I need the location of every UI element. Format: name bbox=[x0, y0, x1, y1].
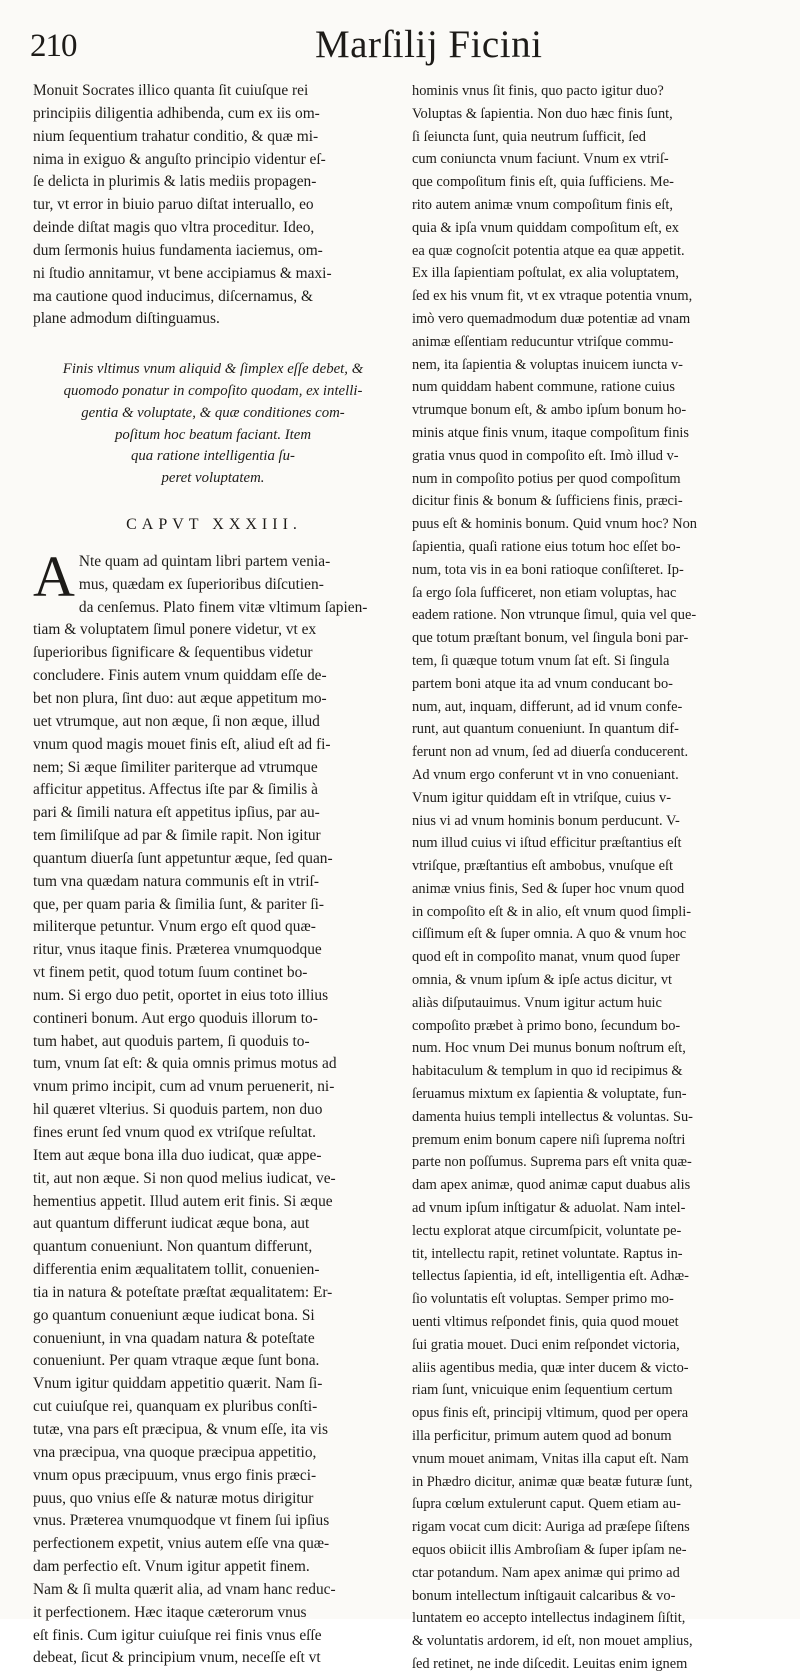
right-column-text: hominis vnus ſit finis, quo pacto igitur duo? Voluptas & ſapientia. Non duo hæc finis ſunt, ſi ſeiuncta ſunt, quia neutrum ſufficit, ſed cum coniuncta vnum faciunt. Vnum ex vtriſ- que compoſitum finis eſt, quia ſufficiens. Me- rito autem animæ vnum compoſitum finis eſt, quia & ipſa vnum quiddam compoſitum eſt, ex ea quæ cognoſcit potentia atque ea quæ appetit. Ex illa ſapientiam poſtulat, ex alia voluptatem, ſed ex his vnum fit, vt ex vtraque potentia vnum, imò vero quemadmodum duæ potentiæ ad vnam animæ eſſentiam reducuntur vtriſque commu- nem, ita ſapientia & voluptas inuicem iuncta v- num quiddam habent commune, ratione cuius vtrumque bonum eſt, & ambo ipſum bonum ho- minis atque finis vnum, itaque compoſitum finis gratia vnus quod in compoſito eſt. Imò illud v- num in compoſito potius per quod compoſitum dicitur finis & bonum & ſufficiens finis, præci- puus eſt & hominis bonum. Quid vnum hoc? Non ſapientia, quaſi ratione eius totum hoc eſſet bo- num, tota vis in ea boni ratioque conſiſteret. Ip- ſa ergo ſola ſufficeret, non etiam voluptas, hac eadem ratione. Non vtrunque ſimul, quia vel que- que totum præſtant bonum, vel ſingula boni par- tem, ſi quæque totum vnum ſat eſt. Si ſingula partem boni atque ita ad vnum conducant bo- num, aut, inquam, differunt, ad id vnum confe- runt, aut quantum conueniunt. In quantum dif- ferunt non ad vnum, ſed ad diuerſa conducerent. Ad vnum ergo conferunt vt in vno conueniant. Vnum igitur quiddam eſt in vtriſque, cuius v- nius vi ad vnum hominis bonum perducunt. V- num illud cuius vi iſtud efficitur præſtantius eſt vtriſque, præſtantius eſt ambobus, vnuſque eſt animæ vnius finis, Sed & ſuper hoc vnum quod in compoſito eſt & in alio, eſt vnum quod ſimpli- ciſſimum eſt & ſuper omnia. A quo & vnum hoc quod eſt in compoſito manat, vnum quod ſuper omnia, & vnum ipſum & ipſe actus dicitur, vt aliàs diſputauimus. Vnum igitur actum huic compoſito præbet à primo bono, ſecundum bo- num. Hoc vnum Dei munus bonum noſtrum eſt, habitaculum & templum in quo id recipimus & ſeruamus mixtum ex ſapientia & voluptate, fun- damenta huius templi intellectus & voluntas. Su- premum enim bonum capere niſi ſuprema noſtri parte non poſſumus. Suprema pars eſt vnita quæ- dam apex animæ, quod animæ caput duabus alis ad vnum ipſum inſtigatur & aduolat. Nam intel- lectu explorat atque circumſpicit, voluntate pe- tit, intellectu rapit, retinet voluntate. Raptus in- tellectus ſapientia, id eſt, intelligentia eſt. Adhæ- ſio voluntatis eſt voluptas. Semper primo mo- uenti vltimus reſpondet finis, quia quod mouet ſui gratia mouet. Duci enim reſpondet victoria, aliis agentibus media, quæ inter ducem & victo- riam ſunt, vnicuique enim ſequentium certum opus finis eſt, principij vltimum, quod per opera illa perficitur, primum autem quod ad bonum vnum mouet animam, Vnitas illa caput eſt. Nam in Phædro dicitur, animæ quæ beatæ futuræ ſunt, ſupra cœlum extulerunt caput. Quem etiam au- rigam vocat cum dicit: Auriga ad præſepe ſiſtens equos obiicit illis Ambroſiam & ſuper ipſam ne- ctar potandum. Nam apex animæ qui primo ad bonum intellectum inſtigauit calcaribus & vo- luntatem eo accepto intellectus indaginem ſiſtit, & voluntatis ardorem, id eſt, non mouet amplius, ſed retinet, ne inde diſcedit. Leuitas enim ignem bbox=[412, 83, 698, 1672]
left-column bbox=[33, 80, 395, 1670]
running-title: Marſilij Ficini bbox=[315, 23, 543, 66]
chapter-body bbox=[33, 543, 395, 1670]
page-header bbox=[30, 22, 770, 74]
chapter-rubric: Finis vltimus vnum aliquid & ſimplex eſſe debet, & quomodo ponatur in compoſito quodam, ex intelli- gentia & voluptate, & quæ conditiones com- poſitum hoc beatum faciant. Item qua ratione intelligentia ſu- peret voluptatem. bbox=[62, 361, 364, 487]
page-number: 210 bbox=[30, 28, 77, 64]
intro-paragraph: Monuit Socrates illico quanta ſit cuiuſque rei principiis diligentia adhibenda, cum ex iis om- nium ſequentium trahatur conditio, & quæ mi- nima in exiguo & anguſto principio videntur eſ- ſe delicta in plurimis & latis mediis propagen- tur, vt error in biuio paruo diſtat interuallo, eo deinde diſtat magis quo vltra proceditur. Ideo, dum ſermonis huius fundamenta iaciemus, om- ni ſtudio annitamur, vt bene accipiamus & maxi- ma cautione quod inducimus, diſcernamus, & plane admodum diſtinguamus. bbox=[33, 82, 332, 328]
right-column bbox=[412, 80, 770, 1676]
chapter-heading: CAPVT XXXIII. bbox=[126, 516, 302, 534]
drop-capital: A bbox=[33, 543, 75, 609]
body-opening: Nte quam ad quintam libri partem venia- mus, quædam ex ſuperioribus diſcutien- da cenſemus. Plato finem vitæ vltimum ſapien- bbox=[78, 552, 368, 616]
body-continuation: tiam & voluptatem ſimul ponere videtur, vt ex ſuperioribus ſignificare & ſequentibus videtur concludere. Finis autem vnum quiddam eſſe de- bet non plura, ſint duo: aut æque appetitum mo- uet vtrumque, aut non æque, ſi non æque, illud vnum quod magis mouet finis eſt, aliud eſt ad fi- nem; Si æque ſimiliter pariterque ad vtrumque afficitur appetitus. Affectus iſte par & ſimilis à pari & ſimili natura eſt appetitus ipſius, par au- tem ſimiliſque ad par & ſimile rapit. Non igitur quantum diuerſa ſunt appetuntur æque, ſed quan- tum vna quædam natura communis eſt in vtriſ- que, per quam paria & ſimilia ſunt, & pariter ſi- militerque petuntur. Vnum ergo eſt quod quæ- ritur, vnus itaque finis. Præterea vnumquodque vt finem petit, quod totum ſuum continet bo- num. Si ergo duo petit, oportet in eius toto illius contineri bonum. Aut ergo quoduis illorum to- tum habet, aut quoduis partem, ſi quoduis to- tum, vnum ſat eſt: & quia omnis primus motus ad vnum primo incipit, cum ad vnum peruenerit, ni- hil quæret vlterius. Si quoduis partem, non duo fines erunt ſed vnum quod ex vtriſque reſultat. Item aut æque bona illa duo iudicat, quæ appe- tit, aut non æque. Si non quod melius iudicat, ve- hementius appetit. Illud autem erit finis. Si æque aut quantum differunt iudicat æque bona, aut quantum conueniunt. Non quantum differunt, differentia enim æqualitatem tollit, conuenien- tia in natura & poteſtate præſtat æqualitatem: Er- go quantum conueniunt æque iudicat bona. Si conueniunt, in vna quadam natura & poteſtate conueniunt. Per quam vtraque æque ſunt bona. Vnum igitur quiddam appetitio quærit. Nam ſi- cut cuiuſque rei, quanquam ex pluribus conſti- tutæ, vna pars eſt præcipua, & vnum eſſe, ita vis vna præcipua, vna quoque præcipua appetitio, vnum opus præcipuum, vnus ergo finis præci- puus, quo vnius eſſe & naturæ motus dirigitur vnus. Præterea vnumquodque vt finem ſui ipſius perfectionem expetit, vnius autem eſſe vna quæ- dam perfectio eſt. Vnum igitur appetit finem. Nam & ſi multa quærit alia, ad vnam hanc reduc- it perfectionem. Hæc itaque cæterorum vnus eſt finis. Cum igitur cuiuſque rei finis vnus eſſe debeat, ſicut & principium vnum, neceſſe eſt vt bbox=[33, 621, 337, 1667]
